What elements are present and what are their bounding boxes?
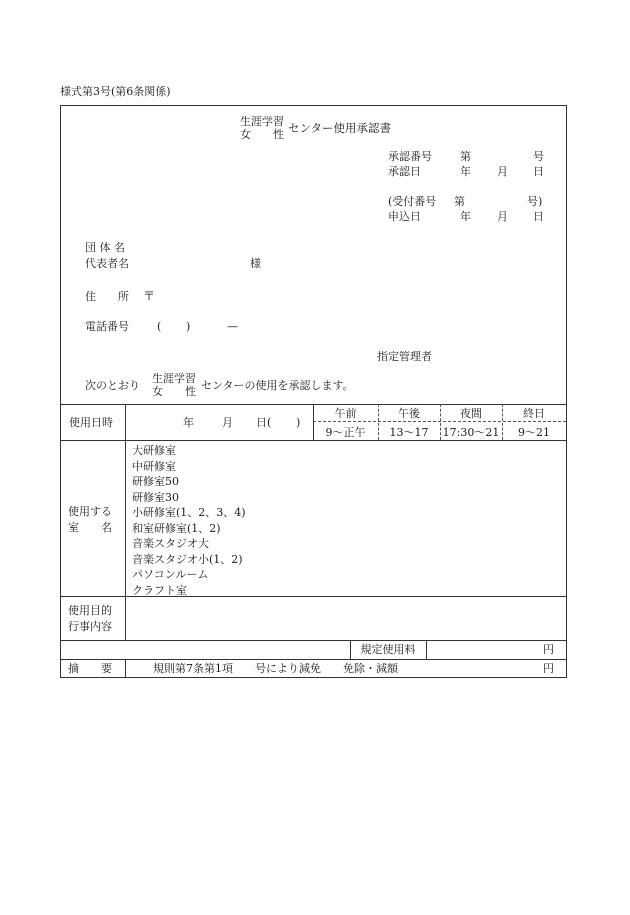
summary-unit: 円 — [543, 662, 554, 675]
reception-go: 号) — [527, 195, 543, 208]
reception-date-label: 申込日 — [388, 210, 421, 223]
room-item: 中研修室 — [132, 459, 176, 473]
title-bottom: 女 性 — [240, 128, 284, 141]
reception-dai: 第 — [454, 195, 465, 208]
approval-date-label: 承認日 — [388, 165, 421, 178]
room-item: 和室研修室(1、2) — [132, 521, 221, 535]
room-item: 研修室30 — [132, 490, 179, 504]
room-item: パソコンルーム — [132, 568, 209, 581]
manager-label: 指定管理者 — [377, 350, 432, 363]
period-night-name: 夜間 — [460, 407, 482, 420]
period-allday-name: 終日 — [523, 407, 545, 420]
rooms-label-top: 使用する — [68, 505, 112, 518]
approval-go: 号 — [533, 150, 544, 163]
period-pm-time: 13〜17 — [389, 426, 429, 439]
period-night-time: 17:30〜21 — [442, 426, 500, 439]
usage-month: 月 — [222, 416, 233, 429]
summary-text: 規則第7条第1項 号により減免 免除・減額 — [153, 662, 398, 675]
phone-label: 電話番号 — [85, 320, 129, 333]
phone-dash: — — [227, 320, 238, 333]
phone-paren-close: ) — [186, 320, 191, 333]
period-am-name: 午前 — [334, 407, 357, 420]
usage-label: 使用日時 — [69, 416, 113, 429]
group-name-label: 団 体 名 — [85, 241, 125, 254]
room-item: 研修室50 — [132, 475, 179, 488]
sama-label: 様 — [250, 257, 261, 270]
period-allday-time: 9〜21 — [518, 426, 550, 439]
reception-year: 年 — [460, 210, 471, 223]
room-list — [132, 443, 246, 598]
purpose-label-top: 使用目的 — [68, 604, 112, 617]
room-item: 大研修室 — [132, 444, 176, 457]
title-suffix: センター使用承認書 — [288, 121, 392, 135]
summary-label: 摘 要 — [68, 662, 112, 675]
statement-bottom: 女 性 — [152, 385, 196, 398]
fee-unit: 円 — [543, 643, 554, 656]
approval-day: 日 — [533, 165, 544, 178]
statement-top: 生涯学習 — [152, 372, 196, 385]
statement-suffix: センターの使用を承認します。 — [201, 379, 354, 392]
period-pm-name: 午後 — [398, 407, 420, 420]
fee-label: 規定使用料 — [360, 643, 416, 656]
room-item: クラフト室 — [132, 583, 187, 597]
postal-mark: 〒 — [143, 289, 156, 303]
period-am-time: 9〜正午 — [325, 426, 366, 439]
reception-no-label: (受付番号 — [388, 195, 437, 208]
approval-year: 年 — [460, 165, 471, 178]
usage-close: ) — [296, 416, 301, 429]
reception-day: 日 — [533, 210, 544, 223]
phone-paren-open: ( — [157, 320, 162, 333]
room-item: 小研修室(1、2、3、4) — [132, 506, 246, 519]
purpose-label-bottom: 行事内容 — [68, 620, 112, 633]
room-item: 音楽スタジオ小(1、2) — [132, 552, 243, 566]
reception-month: 月 — [497, 210, 508, 223]
statement-prefix: 次のとおり — [85, 379, 140, 392]
rooms-label-bottom: 室 名 — [68, 521, 112, 534]
approval-no-label: 承認番号 — [388, 150, 432, 163]
form-number: 様式第3号(第6条関係) — [60, 85, 171, 98]
address-label: 住 所 — [85, 290, 129, 303]
room-item: 音楽スタジオ大 — [132, 537, 209, 550]
representative-label: 代表者名 — [85, 257, 129, 270]
approval-dai: 第 — [460, 150, 471, 163]
approval-month: 月 — [497, 165, 508, 178]
usage-day: 日( — [256, 416, 272, 429]
title-top: 生涯学習 — [240, 115, 284, 128]
usage-year: 年 — [183, 416, 194, 429]
